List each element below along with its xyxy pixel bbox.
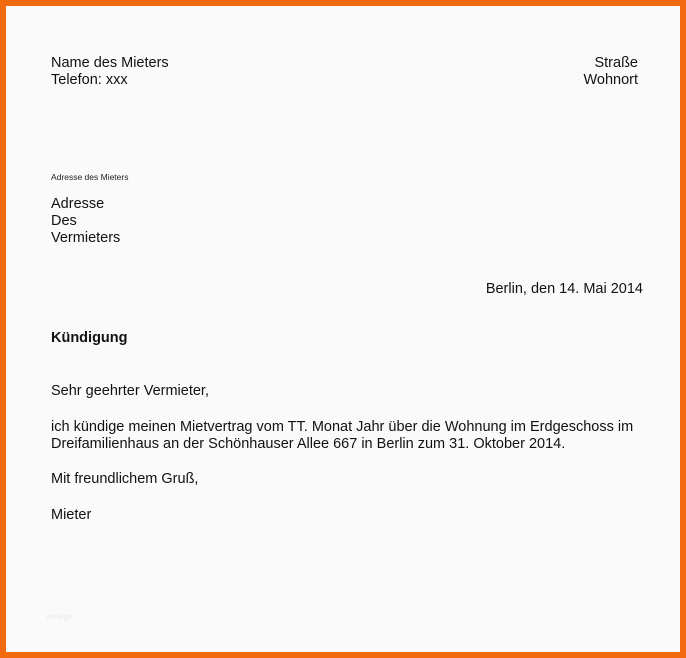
recipient-line: Vermieters xyxy=(51,230,121,246)
letter-body xyxy=(51,419,633,453)
subject-line: Kündigung xyxy=(51,330,128,346)
salutation: Sehr geehrter Vermieter, xyxy=(51,383,209,399)
recipient-line: Adresse xyxy=(51,196,105,212)
sender-city: Wohnort xyxy=(583,72,638,88)
signature: Mieter xyxy=(51,507,92,523)
closing: Mit freundlichem Gruß, xyxy=(51,471,199,487)
body-line: Dreifamilienhaus an der Schönhauser Allee 667 in Berlin zum 31. Oktober 2014. xyxy=(51,436,566,452)
recipient-block xyxy=(51,196,120,247)
date-line: Berlin, den 14. Mai 2014 xyxy=(485,281,643,297)
sender-block xyxy=(51,55,169,89)
recipient-line: Des xyxy=(51,213,77,229)
sender-street: Straße xyxy=(594,55,638,71)
return-address-line: Adresse des Mieters xyxy=(51,172,129,182)
watermark: vorlage xyxy=(46,612,73,621)
sender-name: Name des Mieters xyxy=(51,55,169,71)
sender-address-block xyxy=(583,55,638,89)
body-line: ich kündige meinen Mietvertrag vom TT. Monat Jahr über die Wohnung im Erdgeschoss im xyxy=(51,419,634,435)
sender-phone: Telefon: xxx xyxy=(51,72,128,88)
